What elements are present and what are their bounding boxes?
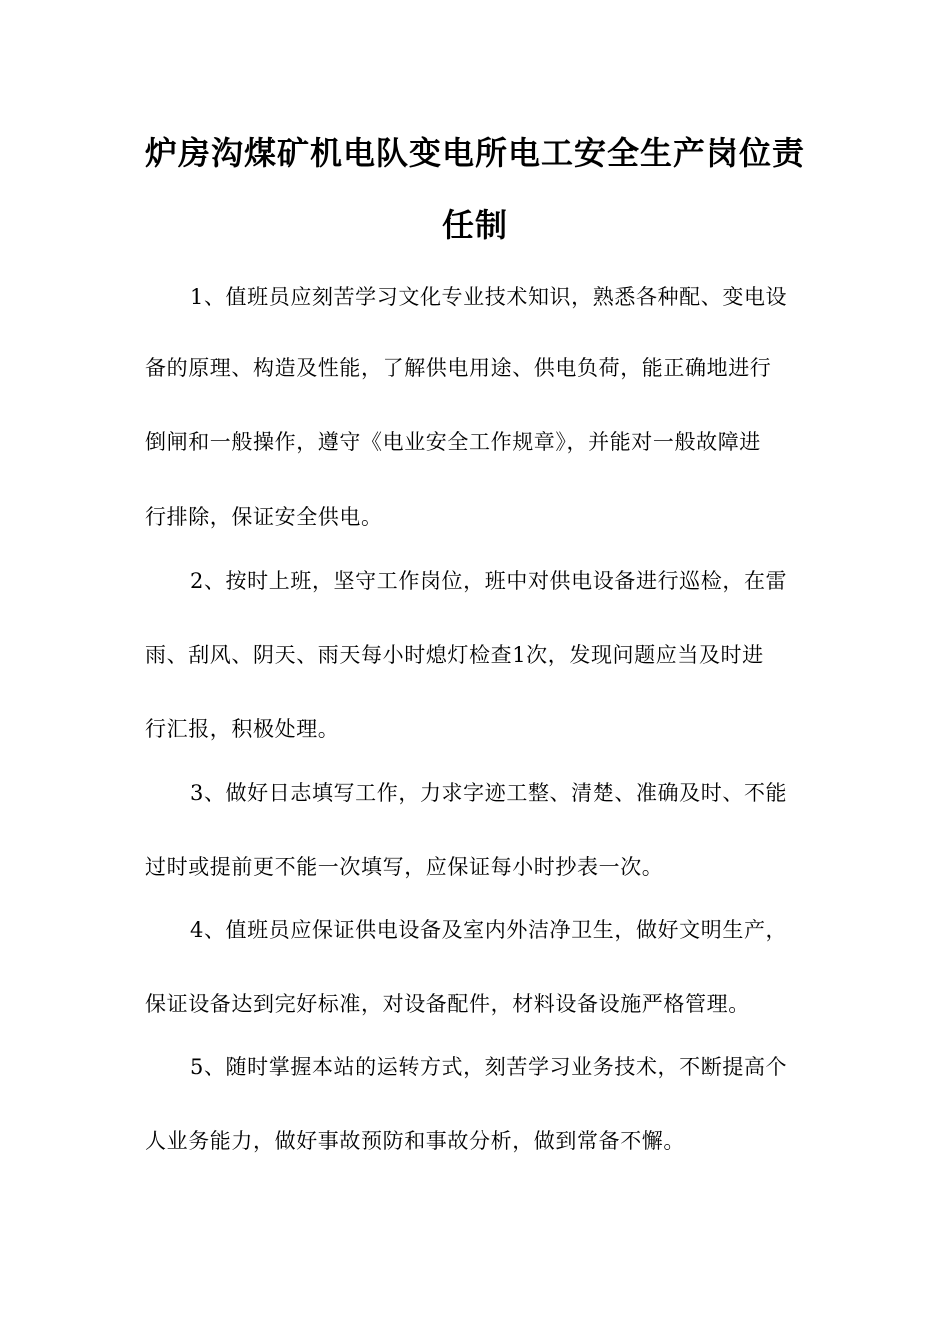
paragraph-1-line-4: 行排除，保证安全供电。	[145, 505, 383, 529]
paragraph-5-line-2: 人业务能力，做好事故预防和事故分析，做到常备不懈。	[145, 1129, 685, 1153]
paragraph-5-line-1: 5、随时掌握本站的运转方式，刻苦学习业务技术，不断提高个	[190, 1055, 788, 1079]
paragraph-1-line-1: 1、值班员应刻苦学习文化专业技术知识，熟悉各种配、变电设	[190, 285, 788, 309]
paragraph-3-line-2: 过时或提前更不能一次填写，应保证每小时抄表一次。	[145, 855, 664, 879]
paragraph-4-line-2: 保证设备达到完好标准，对设备配件，材料设备设施严格管理。	[145, 992, 750, 1016]
paragraph-3-line-1: 3、做好日志填写工作，力求字迹工整、清楚、准确及时、不能	[190, 781, 788, 805]
paragraph-2-line-3: 行汇报，积极处理。	[145, 717, 340, 741]
document-title-line-1: 炉房沟煤矿机电队变电所电工安全生产岗位责	[144, 134, 805, 172]
document-title-line-2: 任制	[441, 206, 508, 244]
paragraph-1-line-3: 倒闸和一般操作，遵守《电业安全工作规章》，并能对一般故障进	[145, 430, 761, 454]
paragraph-2-line-2: 雨、刮风、阴天、雨天每小时熄灯检查1次，发现问题应当及时进	[145, 643, 764, 667]
paragraph-2-line-1: 2、按时上班，坚守工作岗位，班中对供电设备进行巡检，在雷	[190, 569, 788, 593]
paragraph-1-line-2: 备的原理、构造及性能，了解供电用途、供电负荷，能正确地进行	[145, 356, 772, 380]
paragraph-4-line-1: 4、值班员应保证供电设备及室内外洁净卫生，做好文明生产，	[190, 918, 788, 942]
